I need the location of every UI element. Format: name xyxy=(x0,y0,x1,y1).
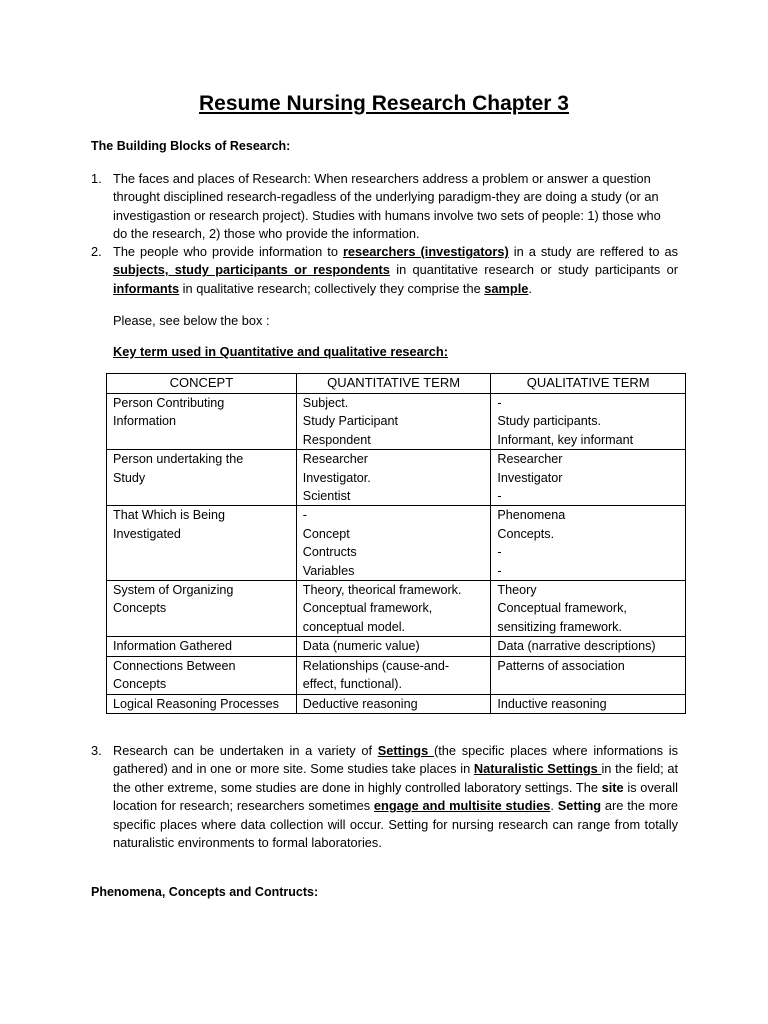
column-header: CONCEPT xyxy=(107,374,297,394)
quantitative-cell xyxy=(296,506,491,581)
cell-line: That Which is Being xyxy=(113,508,225,523)
list-number: 2. xyxy=(91,244,102,259)
cell-line: Concepts. xyxy=(497,526,555,541)
column-header: QUALITATIVE TERM xyxy=(491,374,686,394)
table-row xyxy=(107,694,686,713)
cell-line: - xyxy=(302,508,307,523)
concept-cell xyxy=(107,506,297,581)
cell-line: Conceptual framework, xyxy=(497,601,627,616)
concept-cell xyxy=(107,656,297,694)
cell-line: Study participants. xyxy=(497,414,601,429)
concept-cell xyxy=(107,637,297,656)
concept-cell xyxy=(107,581,297,637)
section-heading-building-blocks: The Building Blocks of Research: xyxy=(91,139,291,153)
cell-line: Concept xyxy=(302,526,350,541)
cell-line: - xyxy=(497,545,502,560)
table-row xyxy=(107,450,686,506)
qualitative-cell xyxy=(491,506,686,581)
table-header-row xyxy=(107,374,686,394)
cell-line: - xyxy=(497,489,502,504)
quantitative-cell xyxy=(296,450,491,506)
quantitative-cell xyxy=(296,694,491,713)
cell-line: Theory xyxy=(497,583,537,598)
list-number: 1. xyxy=(91,171,102,186)
cell-line: Variables xyxy=(302,563,355,578)
concept-cell xyxy=(107,394,297,450)
cell-line: System of Organizing xyxy=(113,583,234,598)
cell-line: Person Contributing xyxy=(113,396,225,410)
key-term: Setting xyxy=(557,798,602,814)
cell-line: Conceptual framework, xyxy=(302,601,433,616)
list-item-text: The faces and places of Research: When researchers address a problem or answer a question throught disciplined research-regadless of the underlying paradigm-they are doing a study (or an investigastion or research project). Studies with humans involve two sets of people: 1) those who do the research, 2) those who provide the information. xyxy=(113,171,661,242)
key-term: informants xyxy=(113,280,180,296)
table-row xyxy=(107,581,686,637)
cell-line: effect, functional). xyxy=(302,677,402,692)
quantitative-cell xyxy=(296,394,491,450)
key-term: subjects, study participants or respondents xyxy=(113,262,390,278)
cell-line: - xyxy=(497,563,502,578)
list-item-3 xyxy=(91,742,678,852)
column-header: QUANTITATIVE TERM xyxy=(296,374,491,394)
list-item-2 xyxy=(91,243,678,298)
list-item-1 xyxy=(91,170,678,244)
cell-line: - xyxy=(497,396,502,410)
quantitative-cell xyxy=(296,656,491,694)
cell-line: Information Gathered xyxy=(113,639,233,654)
key-term: engage and multisite studies xyxy=(373,798,551,814)
quantitative-cell xyxy=(296,637,491,656)
cell-line: Respondent xyxy=(302,432,371,447)
cell-line: Connections Between xyxy=(113,658,236,673)
cell-line: Investigated xyxy=(113,526,181,541)
qualitative-cell xyxy=(491,450,686,506)
section-heading-phenomena: Phenomena, Concepts and Contructs: xyxy=(91,885,319,899)
cell-line: conceptual model. xyxy=(302,619,406,634)
table-row xyxy=(107,506,686,581)
qualitative-cell xyxy=(491,656,686,694)
please-see-text: Please, see below the box : xyxy=(113,313,270,328)
key-term: Settings xyxy=(377,743,434,758)
page-title: Resume Nursing Research Chapter 3 xyxy=(199,92,569,115)
table-row xyxy=(107,637,686,656)
key-terms-table xyxy=(106,373,686,714)
list-item-text: The people who provide information to researchers (investigators) in a study are reffered to as subjects, study participants or respondents in quantitative research or study participants or informants in qualitative research; collectively they comprise the sample. xyxy=(113,244,678,296)
concept-cell xyxy=(107,694,297,713)
cell-line: Inductive reasoning xyxy=(497,696,607,711)
key-term: researchers (investigators) xyxy=(342,244,509,259)
key-term: sample xyxy=(484,280,529,296)
cell-line: Concepts xyxy=(113,677,167,692)
cell-line: Person undertaking the xyxy=(113,452,244,467)
cell-line: Investigator. xyxy=(302,470,371,485)
table-heading: Key term used in Quantitative and qualitative research: xyxy=(113,344,448,359)
list-item-text: Research can be undertaken in a variety of Settings (the specific places where informations is gathered) and in one or more site. Some studies take places in Naturalistic Settings in the field; at the other extreme, some studies are done in highly controlled laboratory settings. The site is overall location for research; researchers sometimes engage and multisite studies. Setting are the more specific places where data collection will occur. Setting for nursing research can range from totally naturalistic environments to formal laboratories. xyxy=(113,743,679,851)
qualitative-cell xyxy=(491,394,686,450)
qualitative-cell xyxy=(491,581,686,637)
concept-cell xyxy=(107,450,297,506)
cell-line: sensitizing framework. xyxy=(497,619,622,634)
cell-line: Researcher xyxy=(302,452,368,467)
qualitative-cell xyxy=(491,694,686,713)
cell-line: Subject. xyxy=(302,396,349,410)
table-row xyxy=(107,656,686,694)
key-term: site xyxy=(601,779,624,795)
list-number: 3. xyxy=(91,743,102,758)
cell-line: Contructs xyxy=(302,545,357,560)
cell-line: Informant, key informant xyxy=(497,432,634,447)
cell-line: Logical Reasoning Processes xyxy=(113,696,279,711)
cell-line: Relationships (cause-and- xyxy=(302,658,450,673)
cell-line: Study xyxy=(113,470,146,485)
cell-line: Data (numeric value) xyxy=(302,639,420,654)
cell-line: Theory, theorical framework. xyxy=(302,583,462,598)
cell-line: Phenomena xyxy=(497,508,566,523)
cell-line: Scientist xyxy=(302,489,351,504)
quantitative-cell xyxy=(296,581,491,637)
qualitative-cell xyxy=(491,637,686,656)
cell-line: Patterns of association xyxy=(497,658,625,673)
table-body xyxy=(107,394,686,714)
key-term: Naturalistic Settings xyxy=(473,761,602,777)
cell-line: Investigator xyxy=(497,470,563,485)
cell-line: Study Participant xyxy=(302,414,399,429)
table-row xyxy=(107,394,686,450)
cell-line: Concepts xyxy=(113,601,167,616)
cell-line: Information xyxy=(113,414,176,429)
cell-line: Data (narrative descriptions) xyxy=(497,639,656,654)
cell-line: Deductive reasoning xyxy=(302,696,418,711)
cell-line: Researcher xyxy=(497,452,563,467)
